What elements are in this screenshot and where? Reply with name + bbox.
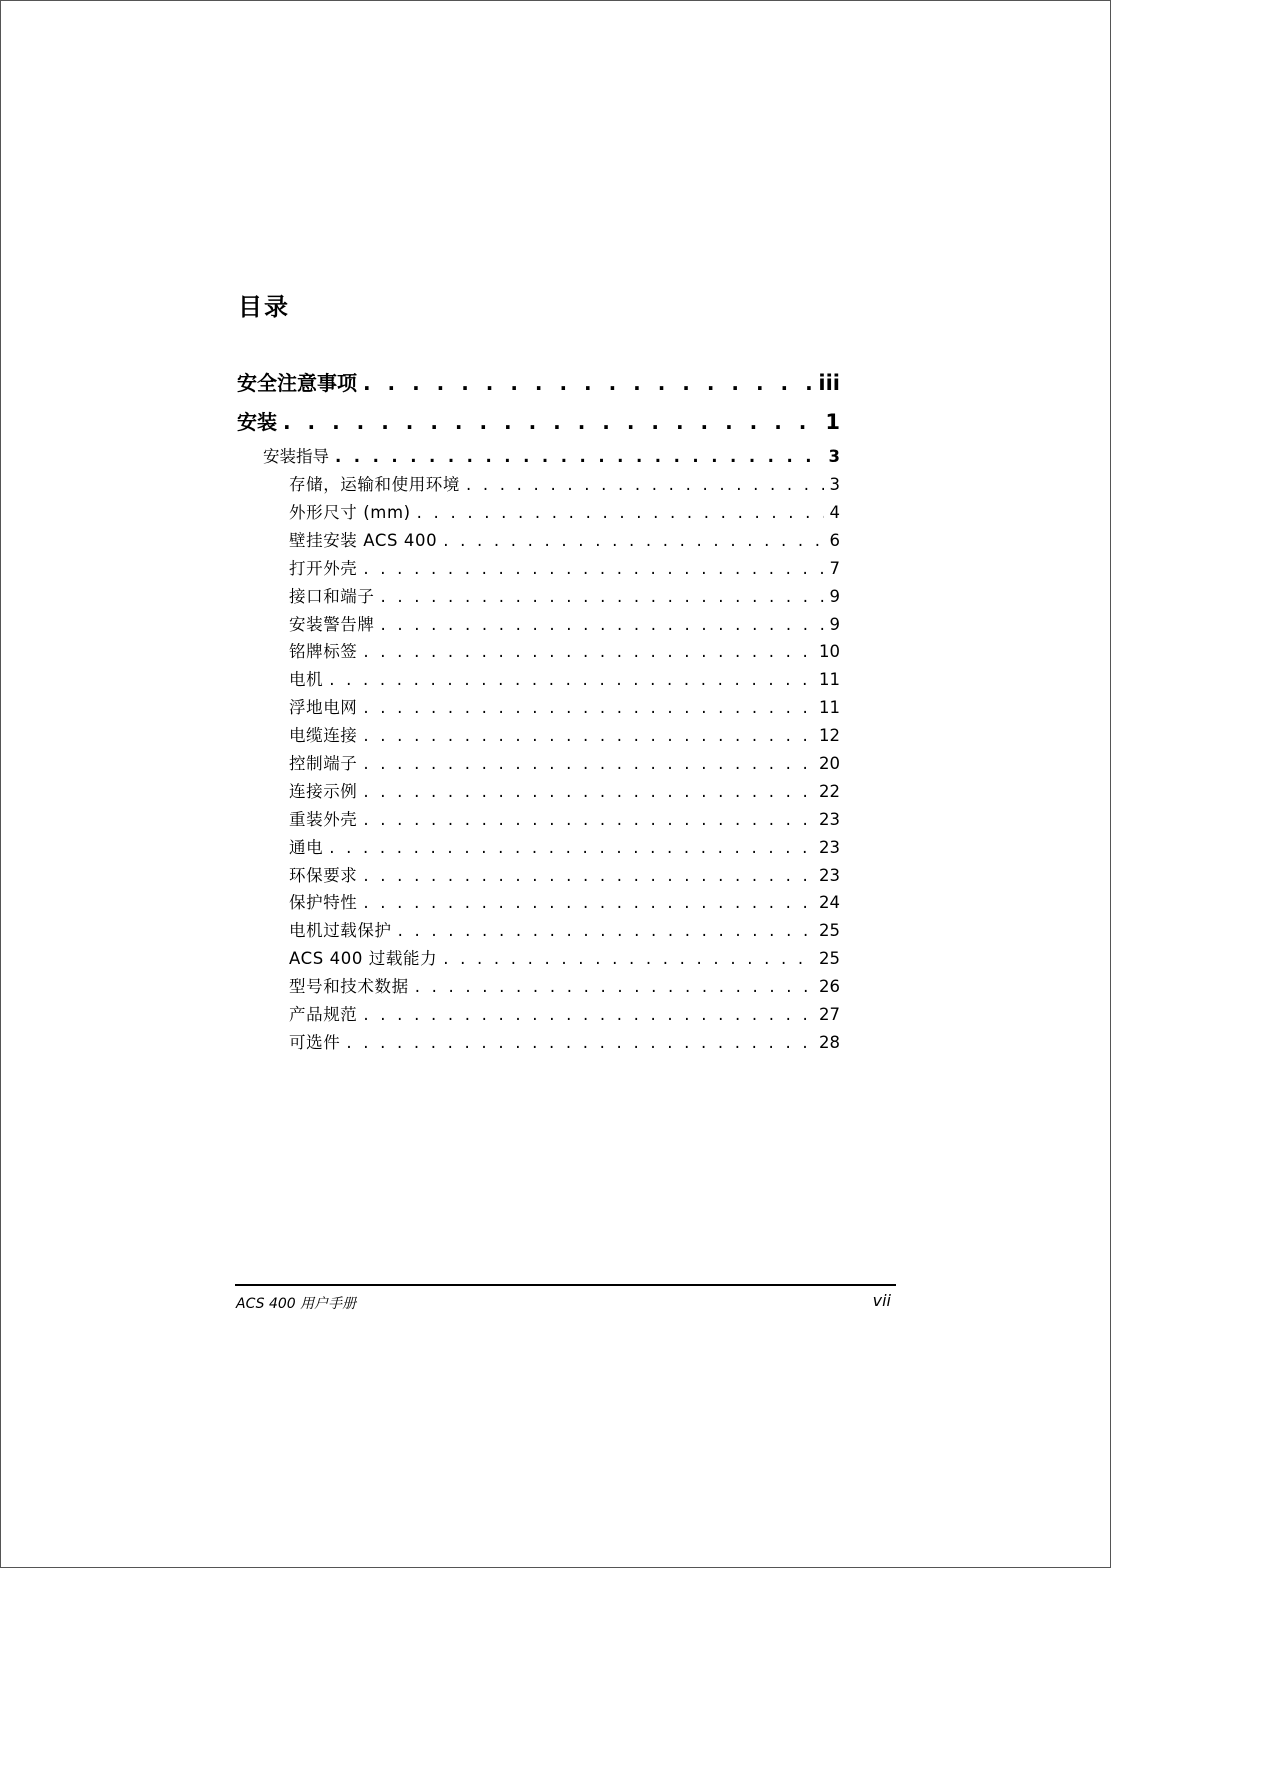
toc-entry-label: ACS 400 过载能力 [289,949,438,968]
toc-entry-page: 7 [829,559,840,578]
toc-entry[interactable] [289,834,840,858]
toc-entry-label: 安装指导 [263,447,329,466]
toc-leader-dots [415,977,813,996]
toc-leader-dots [363,726,813,745]
toc-leader-dots [363,754,813,773]
toc-entry[interactable] [289,611,840,635]
toc-entry-label: 保护特性 [289,893,358,912]
toc-entry[interactable] [289,806,840,830]
toc-entry[interactable] [289,945,840,969]
toc-leader-dots [398,921,813,940]
toc-entry-label: 接口和端子 [289,587,375,606]
toc-entry-page: 3 [829,475,840,494]
toc-entry-page: 27 [819,1005,840,1024]
toc-entry-page: 9 [829,615,840,634]
toc-leader-dots [363,782,813,801]
footer-divider [235,1284,896,1286]
toc-entry[interactable] [289,583,840,607]
toc-entry-page: 23 [819,866,840,885]
toc-entry[interactable] [237,406,840,435]
toc-entry-label: 外形尺寸 (mm) [289,503,411,522]
toc-entry-page: 11 [819,670,840,689]
toc-leader-dots [466,475,824,494]
toc-entry-label: 安全注意事项 [237,371,357,395]
toc-entry-page: 28 [819,1033,840,1052]
toc-leader-dots [363,698,813,717]
toc-leader-dots [381,615,824,634]
toc-entry-page: 26 [819,977,840,996]
toc-entry[interactable] [263,443,840,467]
toc-entry[interactable] [289,750,840,774]
toc-entry-page: 23 [819,810,840,829]
toc-entry-label: 安装警告牌 [289,615,375,634]
toc-entry-page: 10 [819,642,840,661]
toc-entry[interactable] [289,778,840,802]
toc-entry-label: 型号和技术数据 [289,977,409,996]
toc-entry-label: 电机 [289,670,324,689]
toc-entry-label: 产品规范 [289,1005,358,1024]
toc-leader-dots [363,893,813,912]
toc-entry[interactable] [289,917,840,941]
toc-entry-label: 环保要求 [289,866,358,885]
toc-leader-dots [363,866,813,885]
toc-entry-label: 连接示例 [289,782,358,801]
toc-leader-dots [363,642,813,661]
toc-entry-label: 可选件 [289,1033,341,1052]
toc-entry[interactable] [289,889,840,913]
toc-leader-dots [417,503,824,522]
toc-entry[interactable] [237,367,840,396]
toc-entry[interactable] [289,722,840,746]
toc-entry-label: 控制端子 [289,754,358,773]
toc-entry-page: 24 [819,893,840,912]
toc-leader-dots [346,1033,813,1052]
footer-page-number: vii [872,1291,891,1310]
toc-entry[interactable] [289,862,840,886]
toc-entry-label: 安装 [237,410,277,434]
toc-entry[interactable] [289,638,840,662]
toc-entry[interactable] [289,973,840,997]
toc-entry-page: 25 [819,949,840,968]
toc-entry-page: 12 [819,726,840,745]
page-title: 目录 [238,293,290,321]
toc-entry[interactable] [289,499,840,523]
toc-entry-label: 存储，运输和使用环境 [289,475,460,494]
toc-entry-label: 重装外壳 [289,810,358,829]
toc-entry[interactable] [289,471,840,495]
toc-entry-page: 9 [829,587,840,606]
toc-leader-dots [363,559,823,578]
toc-entry-label: 铭牌标签 [289,642,358,661]
toc-entry-page: 22 [819,782,840,801]
toc-entry-page: 4 [829,503,840,522]
toc-entry-page: 3 [828,447,840,466]
toc-entry-page: 23 [819,838,840,857]
toc-entry-page: 1 [825,410,840,434]
toc-entry-label: 打开外壳 [289,559,358,578]
toc-entry[interactable] [289,1001,840,1025]
toc-leader-dots [443,531,823,550]
toc-leader-dots [283,410,819,434]
toc-leader-dots [329,670,813,689]
toc-leader-dots [329,838,813,857]
toc-entry-label: 电机过载保护 [289,921,392,940]
toc-entry-page: 11 [819,698,840,717]
toc-entry[interactable] [289,1029,840,1053]
toc-entry[interactable] [289,555,840,579]
toc-entry-label: 通电 [289,838,324,857]
toc-entry-page: iii [818,371,840,395]
toc-entry-label: 壁挂安装 ACS 400 [289,531,438,550]
toc-leader-dots [335,447,823,466]
toc-entry-label: 浮地电网 [289,698,358,717]
toc-entry[interactable] [289,694,840,718]
toc-leader-dots [443,949,813,968]
toc-entry-page: 25 [819,921,840,940]
toc-leader-dots [363,1005,813,1024]
footer-manual-title: ACS 400 用户手册 [236,1296,357,1312]
toc-entry-label: 电缆连接 [289,726,358,745]
toc-leader-dots [363,810,813,829]
table-of-contents [1,1,1110,1567]
toc-leader-dots [381,587,824,606]
toc-entry-page: 6 [829,531,840,550]
toc-entry[interactable] [289,527,840,551]
toc-entry-page: 20 [819,754,840,773]
toc-leader-dots [363,371,812,395]
toc-entry[interactable] [289,666,840,690]
